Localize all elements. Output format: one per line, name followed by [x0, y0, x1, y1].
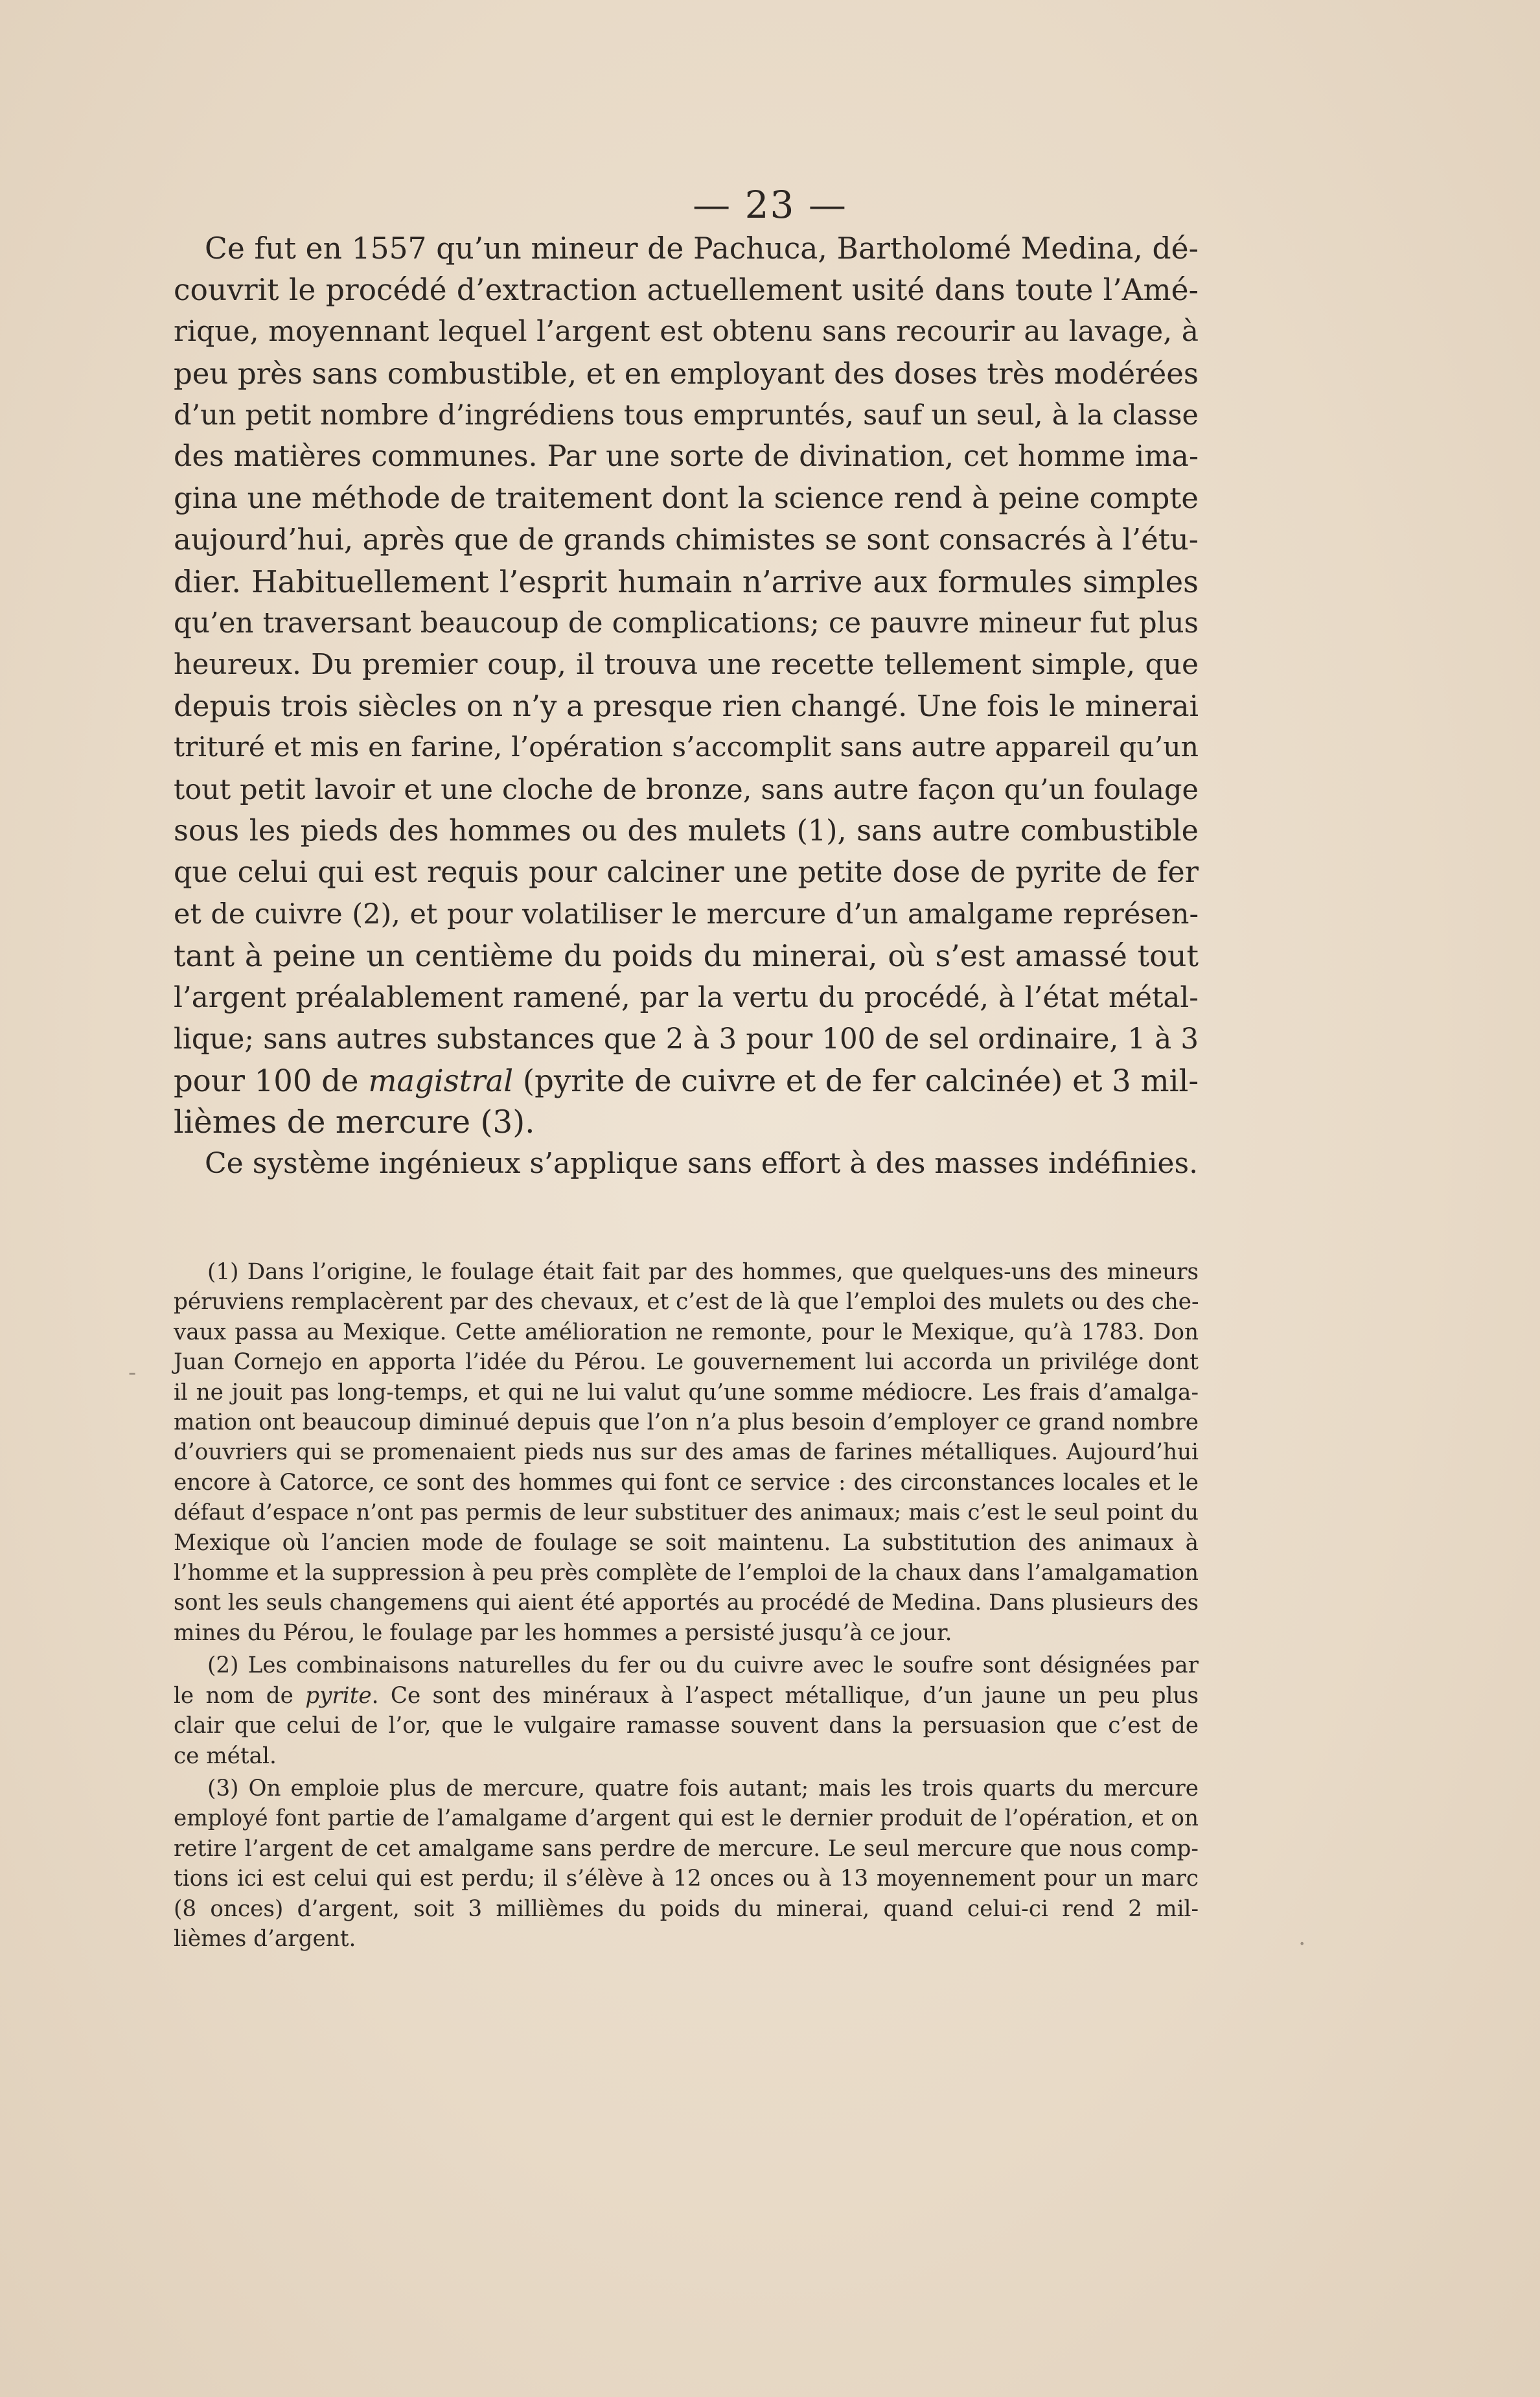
- footnote-line: péruviens remplacèrent par des chevaux, et c’est de là que l’emploi des mulets ou des che-: [174, 1289, 1199, 1315]
- footnote-line: Mexique où l’ancien mode de foulage se soit maintenu. La substitution des animaux à: [174, 1529, 1199, 1556]
- text-line: tout petit lavoir et une cloche de bronze, sans autre façon qu’un foulage: [174, 773, 1199, 806]
- margin-speck: ·: [1298, 1931, 1306, 1958]
- text-line: trituré et mis en farine, l’opération s’accomplit sans autre appareil qu’un: [174, 732, 1199, 764]
- text-line: depuis trois siècles on n’y a presque rien changé. Une fois le minerai: [174, 689, 1199, 724]
- footnote-line: mines du Pérou, le foulage par les hommes a persisté jusqu’à ce jour.: [174, 1619, 952, 1646]
- main-text: [174, 228, 1199, 1185]
- text-line: Ce fut en 1557 qu’un mineur de Pachuca, Bartholomé Medina, dé-: [205, 231, 1199, 266]
- margin-speck: -: [128, 1360, 137, 1386]
- text-line: couvrit le procédé d’extraction actuellement usité dans toute l’Amé-: [174, 273, 1199, 308]
- footnote-3: [174, 1774, 1199, 1954]
- footnote-line: (2) Les combinaisons naturelles du fer ou du cuivre avec le soufre sont désignées par: [207, 1652, 1199, 1679]
- footnote-line: (3) On emploie plus de mercure, quatre fois autant; mais les trois quarts du mercure: [207, 1775, 1199, 1801]
- text-line: heureux. Du premier coup, il trouva une recette tellement simple, que: [174, 648, 1199, 682]
- footnote-line: (1) Dans l’origine, le foulage était fait par des hommes, que quelques-uns des mineurs: [207, 1259, 1199, 1285]
- text-line: Ce système ingénieux s’applique sans effort à des masses indéfinies.: [205, 1147, 1199, 1181]
- footnote-line: encore à Catorce, ce sont des hommes qui font ce service : des circonstances locales et le: [174, 1469, 1199, 1496]
- page-number: — 23 —: [693, 183, 847, 227]
- footnote-line: lièmes d’argent.: [174, 1925, 356, 1952]
- text-line: sous les pieds des hommes ou des mulets (1), sans autre combustible: [174, 814, 1199, 848]
- footnote-line: tions ici est celui qui est perdu; il s’élève à 12 onces ou à 13 moyennement pour un marc: [174, 1866, 1199, 1892]
- italic-term: pyrite: [305, 1682, 372, 1709]
- text-line: lièmes de mercure (3).: [174, 1104, 535, 1141]
- text-line: rique, moyennant lequel l’argent est obtenu sans recourir au lavage, à: [174, 315, 1199, 349]
- text-line: des matières communes. Par une sorte de divination, cet homme ima-: [174, 440, 1199, 474]
- text-line: peu près sans combustible, et en employant des doses très modérées: [174, 356, 1199, 391]
- text-line: dier. Habituellement l’esprit humain n’arrive aux formules simples: [174, 564, 1199, 599]
- footnote-line: Juan Cornejo en apporta l’idée du Pérou. Le gouvernement lui accorda un privilége dont: [174, 1349, 1199, 1376]
- text-line: que celui qui est requis pour calciner une petite dose de pyrite de fer: [174, 856, 1199, 890]
- footnote-line: retire l’argent de cet amalgame sans perdre de mercure. Le seul mercure que nous comp-: [174, 1835, 1199, 1862]
- footnote-line: ce métal.: [174, 1743, 277, 1769]
- footnote-line: vaux passa au Mexique. Cette amélioration ne remonte, pour le Mexique, qu’à 1783. Don: [174, 1319, 1199, 1345]
- text-line: lique; sans autres substances que 2 à 3 pour 100 de sel ordinaire, 1 à 3: [174, 1023, 1199, 1056]
- text-line: qu’en traversant beaucoup de complications; ce pauvre mineur fut plus: [174, 607, 1199, 640]
- footnotes: [174, 1257, 1199, 1954]
- footnote-line: employé font partie de l’amalgame d’argent qui est le dernier produit de l’opération, et on: [174, 1805, 1199, 1832]
- text-line: aujourd’hui, après que de grands chimistes se sont consacrés à l’étu-: [174, 522, 1199, 557]
- text-line: d’un petit nombre d’ingrédiens tous empruntés, sauf un seul, à la classe: [174, 399, 1199, 432]
- footnote-line: mation ont beaucoup diminué depuis que l’on n’a plus besoin d’employer ce grand nombre: [174, 1409, 1199, 1436]
- footnote-1: [174, 1257, 1199, 1648]
- text-line: et de cuivre (2), et pour volatiliser le mercure d’un amalgame représen-: [174, 898, 1199, 931]
- footnote-line: clair que celui de l’or, que le vulgaire ramasse souvent dans la persuasion que c’est de: [174, 1713, 1199, 1739]
- footnote-line: (8 onces) d’argent, soit 3 millièmes du poids du minerai, quand celui-ci rend 2 mil-: [174, 1895, 1199, 1922]
- footnote-line: sont les seuls changemens qui aient été apportés au procédé de Medina. Dans plusieurs des: [174, 1590, 1199, 1615]
- footnote-line: il ne jouit pas long-temps, et qui ne lui valut qu’une somme médiocre. Les frais d’amalga-: [174, 1379, 1199, 1406]
- text-line: pour 100 de magistral (pyrite de cuivre et de fer calcinée) et 3 mil-: [174, 1063, 1199, 1099]
- text-line: l’argent préalablement ramené, par la vertu du procédé, à l’état métal-: [174, 981, 1199, 1014]
- footnote-line: le nom de pyrite. Ce sont des minéraux à l’aspect métallique, d’un jaune un peu plus: [174, 1682, 1199, 1709]
- footnote-line: défaut d’espace n’ont pas permis de leur substituer des animaux; mais c’est le seul point du: [174, 1500, 1199, 1525]
- footnote-line: d’ouvriers qui se promenaient pieds nus sur des amas de farines métalliques. Aujourd’hui: [174, 1439, 1199, 1466]
- italic-term: magistral: [368, 1063, 514, 1099]
- text-line: tant à peine un centième du poids du minerai, où s’est amassé tout: [174, 938, 1199, 974]
- footnote-2: [174, 1650, 1199, 1771]
- text-line: gina une méthode de traitement dont la science rend à peine compte: [174, 481, 1199, 516]
- footnote-line: l’homme et la suppression à peu près complète de l’emploi de la chaux dans l’amalgamation: [174, 1560, 1199, 1586]
